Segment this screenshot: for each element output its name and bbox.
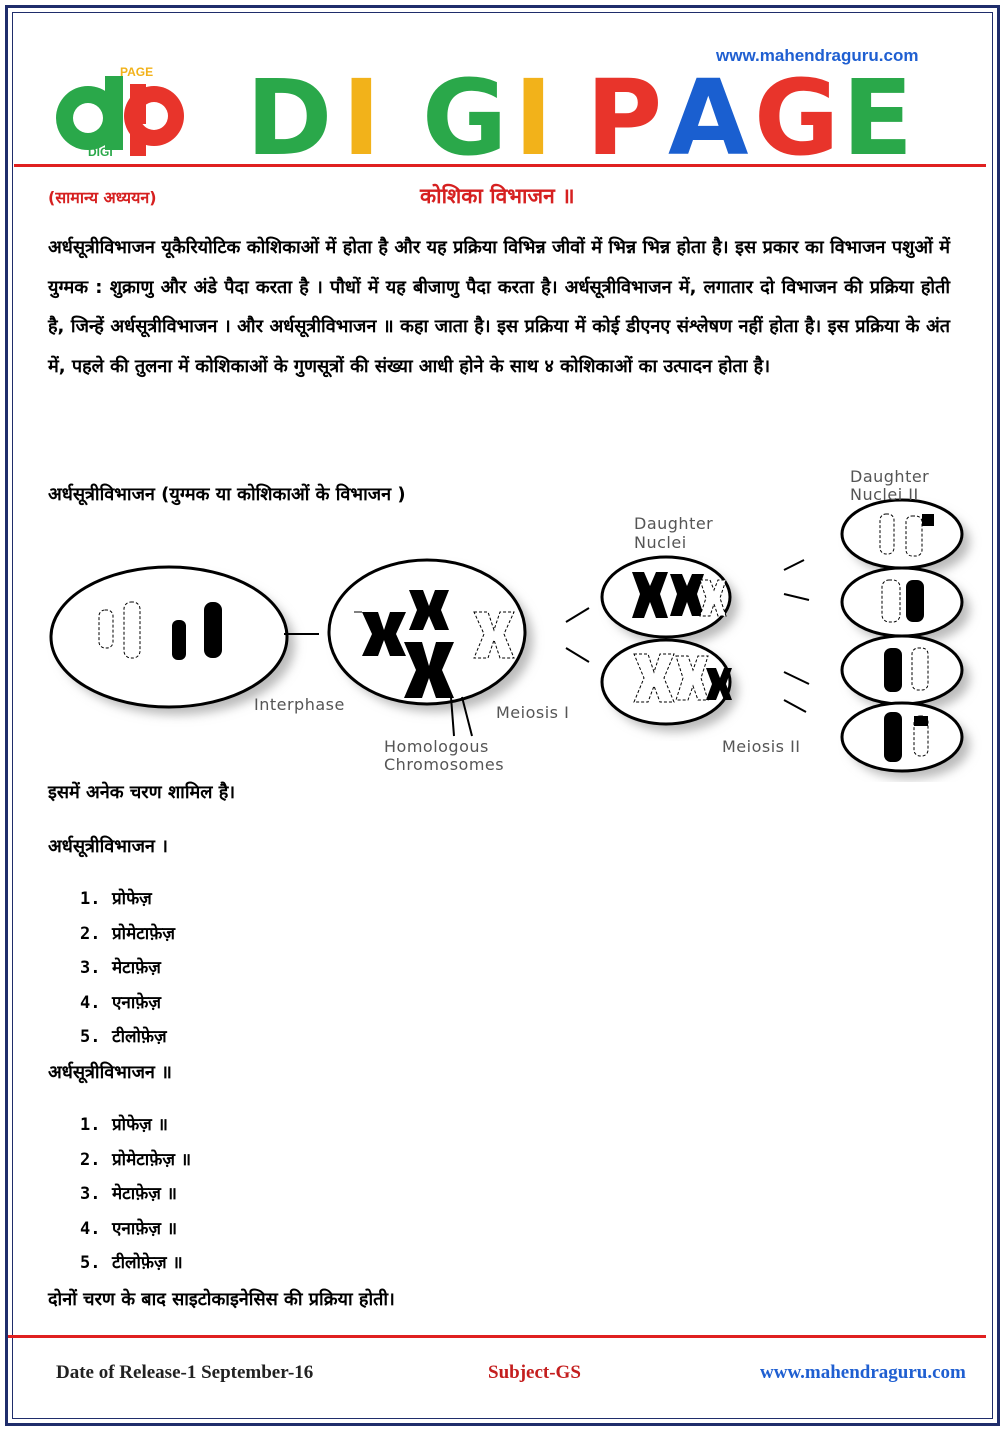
daughter-nucleus-ii-3	[842, 636, 962, 704]
digi-page-title-banner	[246, 64, 950, 160]
footer-subject: Subject-GS	[488, 1362, 581, 1383]
logo-bottom-word: DIGI	[88, 145, 113, 158]
list-item: 1. प्रोफेज़	[80, 889, 152, 909]
label-daughter-nuclei-1: Daughter	[634, 514, 714, 533]
interphase-cell	[51, 567, 287, 707]
daughter-nucleus-ii-4	[842, 703, 962, 771]
meiosis2-stage-list	[80, 1108, 191, 1281]
label-homologous-2: Chromosomes	[384, 755, 505, 774]
list-item: 2. प्रोमेटाफ़ेज़ ॥	[80, 1149, 192, 1170]
list-item: 3. मेटाफ़ेज़ ॥	[80, 1184, 177, 1204]
list-item: 5. टीलोफ़ेज़	[80, 1027, 167, 1047]
header-divider	[14, 164, 986, 167]
release-date: Date of Release-1 September-16	[56, 1362, 314, 1383]
label-meiosis-2: Meiosis II	[722, 737, 801, 756]
footer-divider	[8, 1335, 986, 1338]
daughter-nucleus-ii-2	[842, 568, 962, 636]
label-homologous-1: Homologous	[384, 737, 489, 756]
title-letter: I	[342, 64, 381, 160]
label-interphase: Interphase	[254, 695, 345, 714]
diagram-heading: अर्धसूत्रीविभाजन (युग्मक या कोशिकाओं के विभाजन )	[48, 484, 406, 505]
title-letter: I	[514, 64, 553, 160]
daughter-nucleus-2	[602, 640, 732, 724]
daughter-nucleus-ii-1	[842, 500, 962, 568]
logo-top-word: PAGE	[120, 65, 154, 79]
digi-page-logo	[48, 62, 198, 158]
title-letter: G	[754, 64, 840, 160]
list-item: 1. प्रोफेज़ ॥	[80, 1115, 168, 1135]
website-link-footer[interactable]: www.mahendraguru.com	[760, 1362, 966, 1383]
list-item: 4. एनाफ़ेज़ ॥	[80, 1218, 178, 1239]
meiosis1-stage-list	[80, 882, 175, 1055]
label-daughter-nuclei-ii-2: Nuclei II	[850, 485, 919, 504]
list-item: 3. मेटाफ़ेज़	[80, 958, 161, 978]
title-letter: G	[422, 64, 508, 160]
list-item: 4. एनाफ़ेज़	[80, 992, 161, 1013]
daughter-nucleus-1	[602, 557, 730, 637]
page-title: कोशिका विभाजन ॥	[420, 184, 575, 208]
website-link-top[interactable]: www.mahendraguru.com	[716, 46, 919, 65]
closing-sentence: दोनों चरण के बाद साइटोकाइनेसिस की प्रक्रिया होती।	[48, 1289, 395, 1310]
label-daughter-nuclei-2: Nuclei	[634, 533, 687, 552]
list-item: 2. प्रोमेटाफ़ेज़	[80, 923, 175, 944]
meiosis-diagram	[44, 462, 984, 782]
title-letter: P	[586, 64, 663, 160]
section-header	[48, 186, 958, 212]
meiosis1-heading: अर्धसूत्रीविभाजन ।	[48, 836, 169, 857]
meiosis2-heading: अर्धसूत्रीविभाजन ॥	[48, 1062, 172, 1083]
title-letter: D	[246, 64, 333, 160]
stages-intro: इसमें अनेक चरण शामिल है।	[48, 782, 236, 803]
homologous-chromosomes-cell	[329, 560, 525, 704]
intro-paragraph: अर्धसूत्रीविभाजन यूकैरियोटिक कोशिकाओं में होता है और यह प्रक्रिया विभिन्न जीवों में भिन्न भिन्न होता है। इस प्रकार का विभाजन पशुओं में युग्मक : शुक्राणु और अंडे पैदा करता है । पौधों में यह बीजाणु पैदा करता है। अर्धसूत्रीविभाजन में, लगातार दो विभाजन की प्रक्रिया होती है, जिन्हें अर्धसूत्रीविभाजन । और अर्धसूत्रीविभाजन ॥ कहा जाता है। इस प्रक्रिया में कोई डीएनए संश्लेषण नहीं होता है। इस प्रक्रिया के अंत में, पहले की तुलना में कोशिकाओं के गुणसूत्रों की संख्या आधी होने के साथ ४ कोशिकाओं का उत्पादन होता है।	[48, 237, 950, 377]
label-daughter-nuclei-ii-1: Daughter	[850, 467, 930, 486]
title-letter: E	[842, 64, 914, 160]
label-meiosis-1: Meiosis I	[496, 703, 570, 722]
subject-tag: (सामान्य अध्ययन)	[48, 188, 157, 207]
title-letter: A	[668, 64, 749, 160]
list-item: 5. टीलोफ़ेज़ ॥	[80, 1253, 183, 1273]
